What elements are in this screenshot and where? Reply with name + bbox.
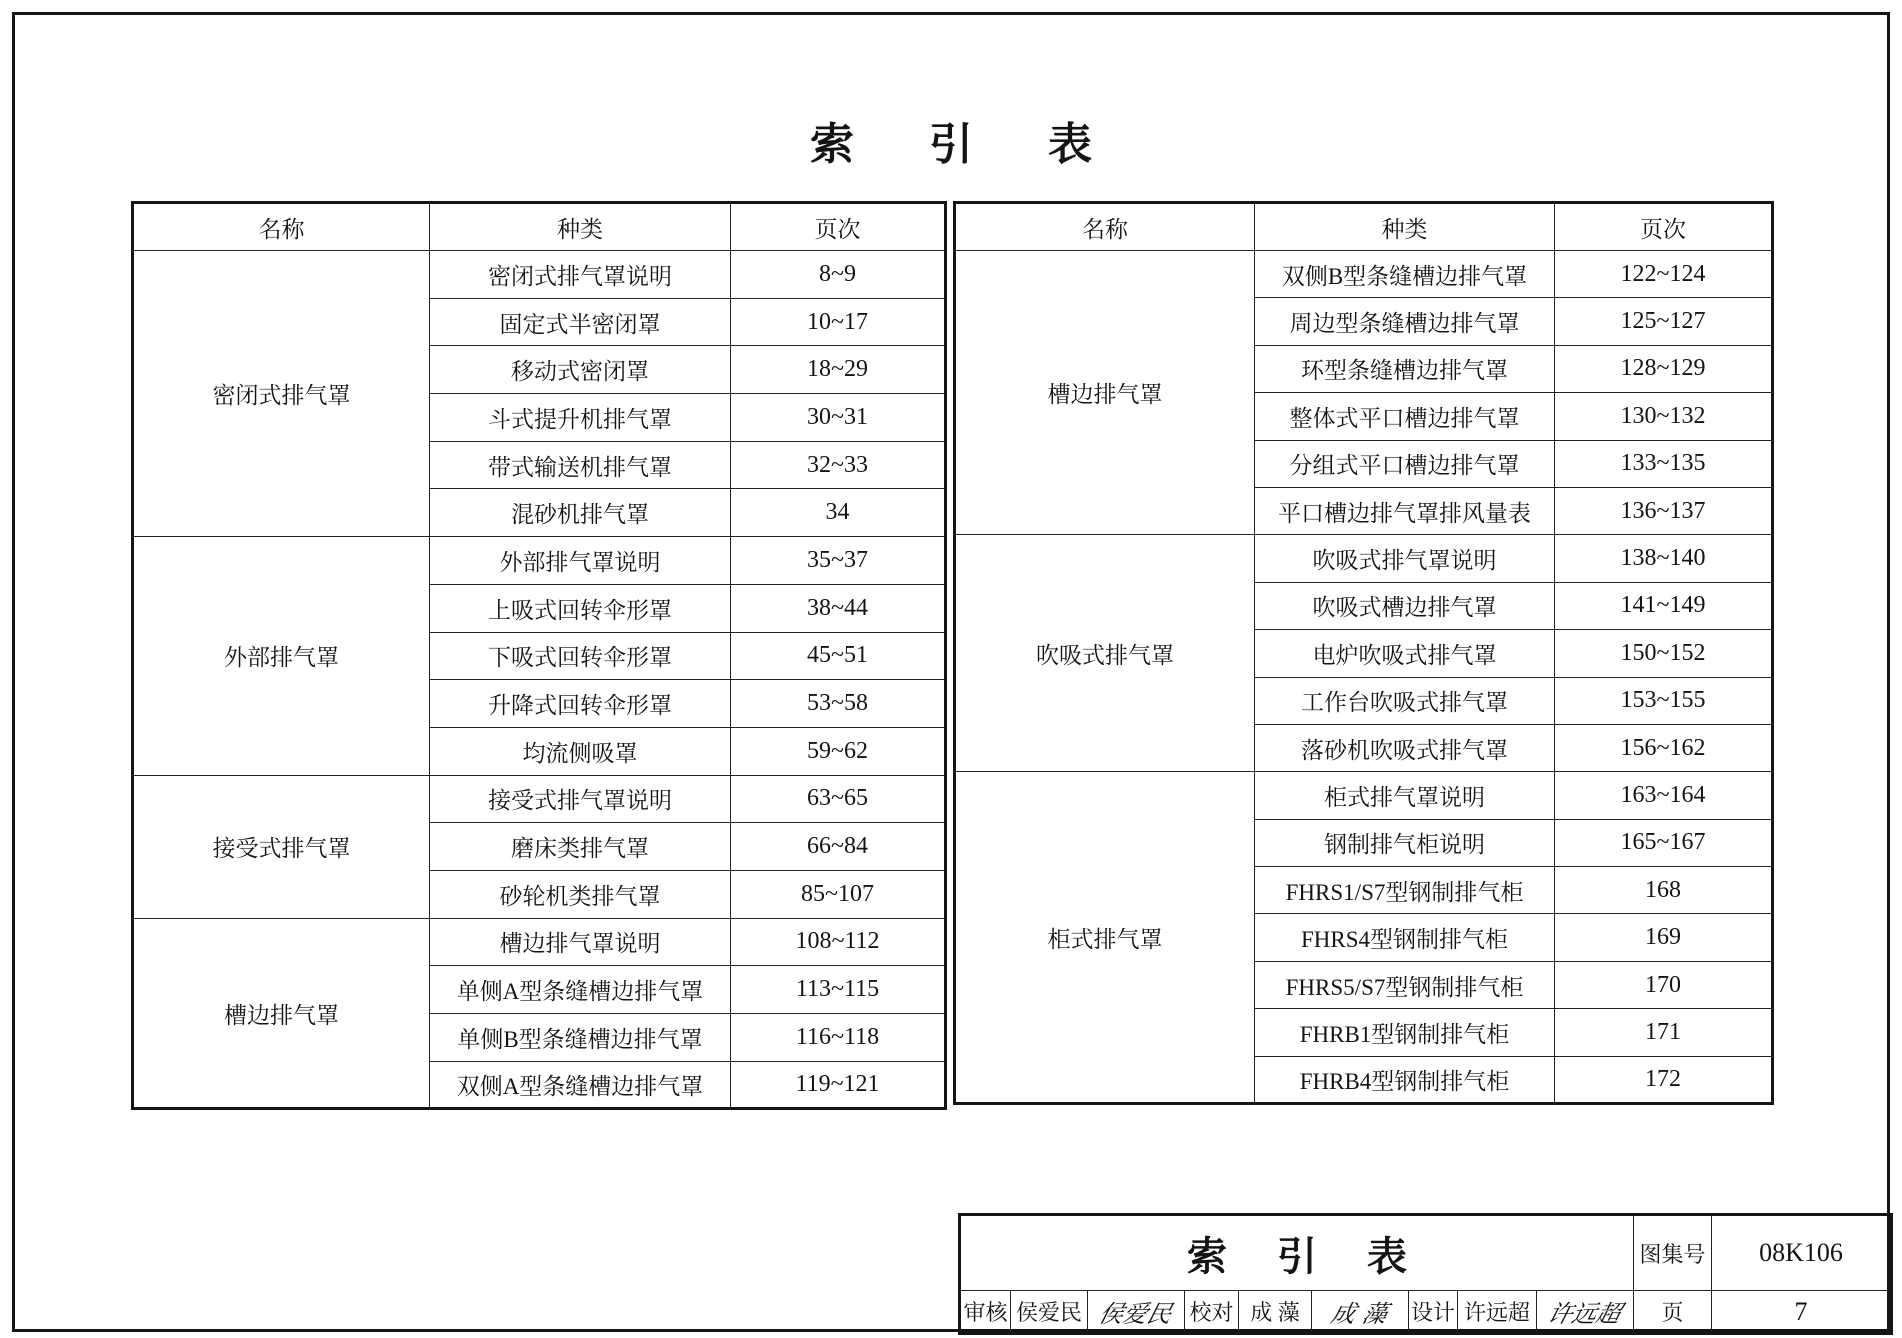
item-page-cell: 85~107 xyxy=(731,870,946,918)
item-page-cell: 34 xyxy=(731,489,946,537)
group-name-cell: 槽边排气罩 xyxy=(955,251,1255,535)
item-page-cell: 122~124 xyxy=(1555,251,1773,298)
item-page-cell: 38~44 xyxy=(731,584,946,632)
item-page-cell: 59~62 xyxy=(731,727,946,775)
table-row xyxy=(133,918,946,966)
index-table-left xyxy=(131,201,947,1110)
item-page-cell: 168 xyxy=(1555,867,1773,914)
item-page-cell: 172 xyxy=(1555,1056,1773,1103)
item-type-cell: 单侧B型条缝槽边排气罩 xyxy=(430,1014,731,1062)
item-page-cell: 133~135 xyxy=(1555,440,1773,487)
page-label: 页 xyxy=(1634,1291,1712,1334)
item-page-cell: 30~31 xyxy=(731,394,946,442)
item-type-cell: FHRS4型钢制排气柜 xyxy=(1255,914,1555,961)
item-type-cell: 双侧B型条缝槽边排气罩 xyxy=(1255,251,1555,298)
table-row xyxy=(133,537,946,585)
table-row xyxy=(133,251,946,299)
title-block-top-row xyxy=(960,1215,1892,1291)
item-page-cell: 128~129 xyxy=(1555,345,1773,392)
item-type-cell: 双侧A型条缝槽边排气罩 xyxy=(430,1061,731,1109)
item-type-cell: 环型条缝槽边排气罩 xyxy=(1255,345,1555,392)
group-name-cell: 槽边排气罩 xyxy=(133,918,430,1109)
item-type-cell: 固定式半密闭罩 xyxy=(430,298,731,346)
header-name-cell: 名称 xyxy=(955,203,1255,251)
item-page-cell: 169 xyxy=(1555,914,1773,961)
page-title: 索 引 表 xyxy=(810,120,1124,169)
item-type-cell: 落砂机吹吸式排气罩 xyxy=(1255,724,1555,771)
item-page-cell: 130~132 xyxy=(1555,393,1773,440)
item-type-cell: 升降式回转伞形罩 xyxy=(430,680,731,728)
table-header-row xyxy=(133,203,946,251)
item-page-cell: 63~65 xyxy=(731,775,946,823)
item-type-cell: FHRB1型钢制排气柜 xyxy=(1255,1009,1555,1056)
header-type-cell: 种类 xyxy=(1255,203,1555,251)
item-type-cell: 移动式密闭罩 xyxy=(430,346,731,394)
index-table-right xyxy=(953,201,1774,1105)
item-type-cell: 槽边排气罩说明 xyxy=(430,918,731,966)
item-type-cell: FHRS5/S7型钢制排气柜 xyxy=(1255,961,1555,1008)
designer-label: 设计 xyxy=(1409,1291,1458,1334)
item-type-cell: 密闭式排气罩说明 xyxy=(430,251,731,299)
item-type-cell: FHRS1/S7型钢制排气柜 xyxy=(1255,867,1555,914)
header-page-cell: 页次 xyxy=(1555,203,1773,251)
item-type-cell: 接受式排气罩说明 xyxy=(430,775,731,823)
item-type-cell: 上吸式回转伞形罩 xyxy=(430,584,731,632)
item-type-cell: 混砂机排气罩 xyxy=(430,489,731,537)
group-name-cell: 柜式排气罩 xyxy=(955,772,1255,1104)
group-name-cell: 接受式排气罩 xyxy=(133,775,430,918)
item-page-cell: 35~37 xyxy=(731,537,946,585)
checker-name: 成 藻 xyxy=(1239,1291,1312,1334)
item-page-cell: 150~152 xyxy=(1555,630,1773,677)
table-row xyxy=(955,535,1773,582)
item-type-cell: 砂轮机类排气罩 xyxy=(430,870,731,918)
item-page-cell: 165~167 xyxy=(1555,819,1773,866)
item-type-cell: 斗式提升机排气罩 xyxy=(430,394,731,442)
header-type-cell: 种类 xyxy=(430,203,731,251)
item-page-cell: 45~51 xyxy=(731,632,946,680)
atlas-number: 08K106 xyxy=(1712,1215,1892,1291)
item-type-cell: 分组式平口槽边排气罩 xyxy=(1255,440,1555,487)
item-page-cell: 119~121 xyxy=(731,1061,946,1109)
item-type-cell: FHRB4型钢制排气柜 xyxy=(1255,1056,1555,1103)
item-page-cell: 113~115 xyxy=(731,966,946,1014)
item-page-cell: 136~137 xyxy=(1555,487,1773,534)
reviewer-label: 审核 xyxy=(960,1291,1011,1334)
reviewer-signature-cell xyxy=(1088,1291,1185,1334)
reviewer-name: 侯爱民 xyxy=(1011,1291,1088,1334)
item-page-cell: 53~58 xyxy=(731,680,946,728)
item-type-cell: 吹吸式槽边排气罩 xyxy=(1255,582,1555,629)
item-type-cell: 吹吸式排气罩说明 xyxy=(1255,535,1555,582)
item-type-cell: 钢制排气柜说明 xyxy=(1255,819,1555,866)
item-type-cell: 带式输送机排气罩 xyxy=(430,441,731,489)
item-type-cell: 单侧A型条缝槽边排气罩 xyxy=(430,966,731,1014)
item-type-cell: 均流侧吸罩 xyxy=(430,727,731,775)
item-page-cell: 10~17 xyxy=(731,298,946,346)
checker-label: 校对 xyxy=(1185,1291,1239,1334)
item-page-cell: 116~118 xyxy=(731,1014,946,1062)
item-type-cell: 下吸式回转伞形罩 xyxy=(430,632,731,680)
atlas-number-label: 图集号 xyxy=(1634,1215,1712,1291)
reviewer-signature: 侯爱民 xyxy=(1095,1300,1175,1328)
item-page-cell: 8~9 xyxy=(731,251,946,299)
group-name-cell: 外部排气罩 xyxy=(133,537,430,775)
designer-signature-cell xyxy=(1537,1291,1634,1334)
item-page-cell: 125~127 xyxy=(1555,298,1773,345)
item-page-cell: 171 xyxy=(1555,1009,1773,1056)
item-type-cell: 外部排气罩说明 xyxy=(430,537,731,585)
title-block-title: 索 引 表 xyxy=(960,1215,1634,1291)
item-page-cell: 153~155 xyxy=(1555,677,1773,724)
item-page-cell: 32~33 xyxy=(731,441,946,489)
page-number: 7 xyxy=(1712,1291,1892,1334)
designer-signature: 许远超 xyxy=(1544,1300,1624,1328)
item-page-cell: 156~162 xyxy=(1555,724,1773,771)
item-type-cell: 磨床类排气罩 xyxy=(430,823,731,871)
item-page-cell: 141~149 xyxy=(1555,582,1773,629)
header-name-cell: 名称 xyxy=(133,203,430,251)
item-type-cell: 柜式排气罩说明 xyxy=(1255,772,1555,819)
item-page-cell: 18~29 xyxy=(731,346,946,394)
header-page-cell: 页次 xyxy=(731,203,946,251)
title-block-bottom-row xyxy=(960,1291,1892,1334)
item-type-cell: 整体式平口槽边排气罩 xyxy=(1255,393,1555,440)
checker-signature-cell xyxy=(1312,1291,1409,1334)
title-block xyxy=(958,1213,1893,1335)
item-type-cell: 工作台吹吸式排气罩 xyxy=(1255,677,1555,724)
item-page-cell: 170 xyxy=(1555,961,1773,1008)
item-type-cell: 周边型条缝槽边排气罩 xyxy=(1255,298,1555,345)
table-header-row xyxy=(955,203,1773,251)
designer-name: 许远超 xyxy=(1458,1291,1537,1334)
item-page-cell: 138~140 xyxy=(1555,535,1773,582)
item-type-cell: 平口槽边排气罩排风量表 xyxy=(1255,487,1555,534)
item-type-cell: 电炉吹吸式排气罩 xyxy=(1255,630,1555,677)
table-row xyxy=(133,775,946,823)
group-name-cell: 吹吸式排气罩 xyxy=(955,535,1255,772)
item-page-cell: 108~112 xyxy=(731,918,946,966)
group-name-cell: 密闭式排气罩 xyxy=(133,251,430,537)
checker-signature: 成 藻 xyxy=(1328,1300,1391,1328)
table-row xyxy=(955,772,1773,819)
table-row xyxy=(955,251,1773,298)
item-page-cell: 163~164 xyxy=(1555,772,1773,819)
item-page-cell: 66~84 xyxy=(731,823,946,871)
